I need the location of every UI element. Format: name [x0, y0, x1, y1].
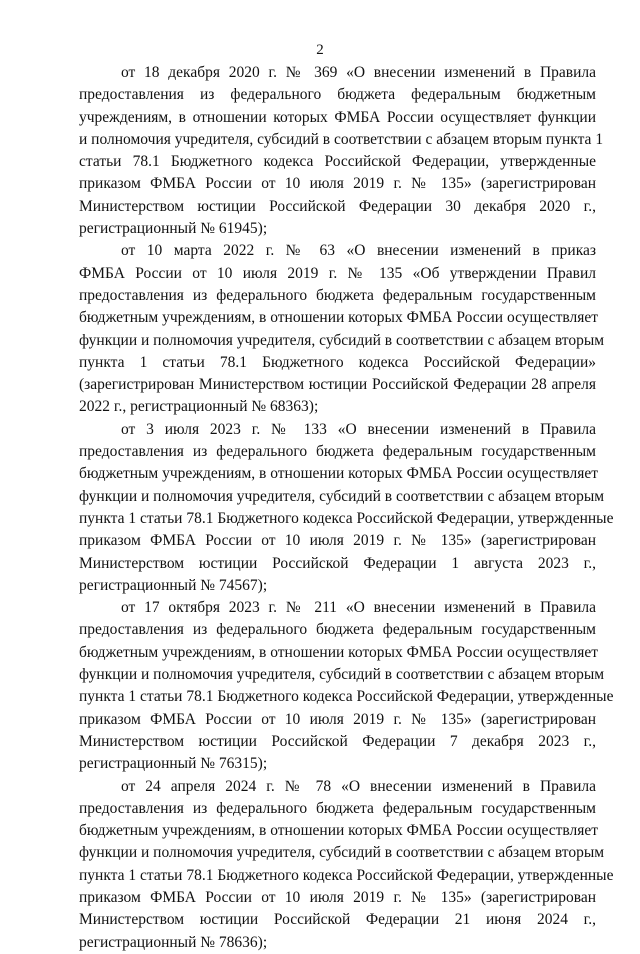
text-line: приказом ФМБА России от 10 июля 2019 г. № 135» (зарегистрирован	[79, 710, 596, 728]
paragraph-order-369	[79, 62, 604, 240]
paragraph-order-133	[79, 419, 614, 597]
text-line: предоставления из федерального бюджета федеральным государственным	[79, 621, 596, 639]
text-line: пункта 1 статьи 78.1 Бюджетного кодекса Российской Федерации, утвержденные	[79, 509, 614, 527]
text-line: бюджетным учреждениям, в отношении которых ФМБА России осуществляет	[79, 822, 599, 840]
text-line: пункта 1 статьи 78.1 Бюджетного кодекса Российской Федерации, утвержденные	[79, 866, 614, 884]
text-line: приказом ФМБА России от 10 июля 2019 г. № 135» (зарегистрирован	[79, 888, 596, 906]
text-line: от 18 декабря 2020 г. № 369 «О внесении изменений в Правила	[121, 64, 596, 81]
text-line: регистрационный № 61945);	[79, 220, 268, 238]
text-line: Министерством юстиции Российской Федерации 1 августа 2023 г.,	[79, 554, 596, 572]
text-line: предоставления из федерального бюджета федеральным государственным	[79, 286, 596, 304]
text-line: регистрационный № 78636);	[79, 933, 268, 951]
text-line: Министерством юстиции Российской Федерации 21 июня 2024 г.,	[79, 911, 596, 929]
paragraph-order-63	[79, 240, 605, 418]
text-line: бюджетным учреждениям, в отношении которых ФМБА России осуществляет	[79, 643, 599, 661]
text-line: приказом ФМБА России от 10 июля 2019 г. № 135» (зарегистрирован	[79, 175, 596, 193]
text-line: и полномочия учредителя, субсидий в соответствии с абзацем вторым пункта 1	[79, 130, 604, 148]
text-line: от 3 июля 2023 г. № 133 «О внесении изменений в Правила	[121, 420, 596, 438]
text-line: от 17 октября 2023 г. № 211 «О внесении изменений в Правила	[121, 599, 596, 617]
text-line: регистрационный № 74567);	[79, 576, 268, 594]
text-line: от 24 апреля 2024 г. № 78 «О внесении изменений в Правила	[121, 777, 596, 795]
text-line: статьи 78.1 Бюджетного кодекса Российской Федерации, утвержденные	[79, 153, 596, 171]
text-line: пункта 1 статьи 78.1 Бюджетного кодекса Российской Федерации»	[79, 353, 596, 371]
text-line: Министерством юстиции Российской Федерации 30 декабря 2020 г.,	[79, 197, 596, 215]
text-line: ФМБА России от 10 июля 2019 г. № 135 «Об утверждении Правил	[79, 264, 596, 282]
text-line: функции и полномочия учредителя, субсидий в соответствии с абзацем вторым	[79, 844, 605, 862]
text-line: учреждениям, в отношении которых ФМБА России осуществляет функции	[79, 108, 596, 126]
text-line: функции и полномочия учредителя, субсидий в соответствии с абзацем вторым	[79, 666, 605, 684]
text-line: предоставления из федерального бюджета федеральным государственным	[79, 799, 596, 817]
text-line: предоставления из федерального бюджета федеральным государственным	[79, 443, 596, 461]
text-line: Министерством юстиции Российской Федерации 7 декабря 2023 г.,	[79, 732, 596, 750]
text-line: 2022 г., регистрационный № 68363);	[79, 398, 319, 416]
text-line: предоставления из федерального бюджета федеральным бюджетным	[79, 86, 596, 104]
paragraph-order-78	[79, 776, 614, 954]
text-line: (зарегистрирован Министерством юстиции Российской Федерации 28 апреля	[79, 376, 596, 394]
text-line: бюджетным учреждениям, в отношении которых ФМБА России осуществляет	[79, 465, 599, 483]
text-line: приказом ФМБА России от 10 июля 2019 г. № 135» (зарегистрирован	[79, 532, 596, 550]
text-line: бюджетным учреждениям, в отношении которых ФМБА России осуществляет	[79, 309, 599, 327]
page-number: 2	[316, 42, 324, 58]
text-line: пункта 1 статьи 78.1 Бюджетного кодекса Российской Федерации, утвержденные	[79, 688, 614, 706]
paragraph-order-211	[79, 597, 614, 775]
text-line: регистрационный № 76315);	[79, 755, 268, 773]
document-body	[79, 62, 614, 954]
text-line: от 10 марта 2022 г. № 63 «О внесении изменений в приказ	[121, 242, 596, 260]
text-line: функции и полномочия учредителя, субсидий в соответствии с абзацем вторым	[79, 487, 605, 505]
text-line: функции и полномочия учредителя, субсидий в соответствии с абзацем вторым	[79, 331, 605, 349]
